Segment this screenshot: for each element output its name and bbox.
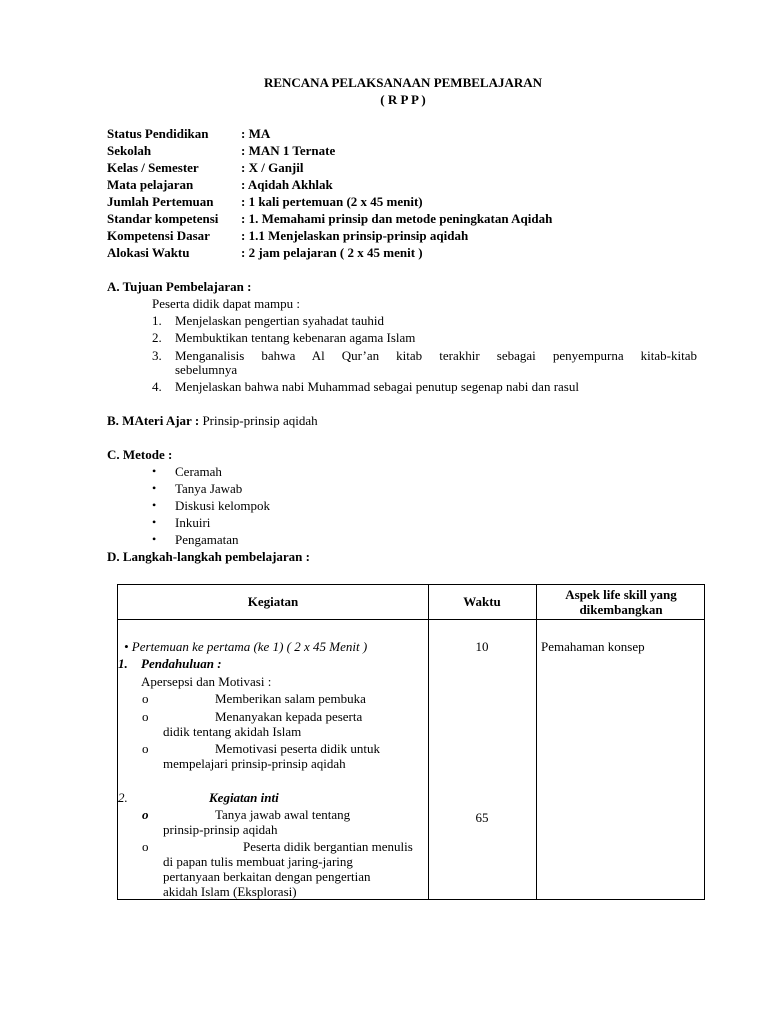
section-b [107, 412, 318, 429]
list-marker: o [142, 839, 149, 854]
list-number: 4. [152, 379, 162, 394]
info-label: Standar kompetensi [107, 211, 219, 226]
step-number: 1. [118, 656, 128, 671]
list-number: 3. [152, 348, 162, 363]
step-title: Pendahuluan : [141, 656, 222, 671]
info-label: Status Pendidikan [107, 126, 209, 141]
step-title: Kegiatan inti [209, 790, 279, 805]
section-b-heading: B. MAteri Ajar : [107, 413, 200, 428]
info-label: Alokasi Waktu [107, 245, 190, 260]
list-item: Menganalisis bahwa Al Qur’an kitab terakhir sebagai penyempurna kitab-kitab [175, 348, 697, 363]
info-value: : 1 kali pertemuan (2 x 45 menit) [241, 194, 423, 209]
info-label: Kelas / Semester [107, 160, 199, 175]
info-label: Kompetensi Dasar [107, 228, 210, 243]
activity-text: prinsip-prinsip aqidah [163, 822, 278, 837]
list-item: Menjelaskan pengertian syahadat tauhid [175, 313, 385, 328]
section-c-heading: C. Metode : [107, 447, 173, 462]
activity-text: didik tentang akidah Islam [163, 724, 302, 739]
page-subtitle: ( R P P ) [380, 92, 426, 107]
list-marker: o [142, 807, 149, 822]
activity-text: Tanya jawab awal tentang [215, 807, 351, 822]
info-row [107, 142, 667, 159]
bullet: • [152, 464, 157, 478]
section-b-text: Prinsip-prinsip aqidah [202, 413, 318, 428]
list-marker: o [142, 709, 149, 724]
activity-text: Peserta didik bergantian menulis [243, 839, 413, 854]
time-value: 65 [475, 810, 489, 825]
info-value: : X / Ganjil [241, 160, 304, 175]
header-aspek-2: dikembangkan [579, 602, 663, 617]
method-item: Tanya Jawab [175, 481, 243, 496]
header-waktu: Waktu [463, 594, 501, 609]
info-label: Sekolah [107, 143, 152, 158]
activity-text: Memotivasi peserta didik untuk [215, 741, 381, 756]
info-value: : MA [241, 126, 271, 141]
list-number: 1. [152, 313, 162, 328]
list-marker: o [142, 691, 149, 706]
info-row [107, 176, 667, 193]
activity-text: Memberikan salam pembuka [215, 691, 366, 706]
info-row [107, 193, 667, 210]
list-item: Menjelaskan bahwa nabi Muhammad sebagai penutup segenap nabi dan rasul [175, 379, 579, 394]
list-marker: o [142, 741, 149, 756]
activity-text: Menanyakan kepada peserta [215, 709, 363, 724]
activity-text: mempelajari prinsip-prinsip aqidah [163, 756, 346, 771]
bullet: • [152, 515, 157, 529]
aspect-value: Pemahaman konsep [541, 639, 645, 654]
column-divider [536, 585, 537, 899]
method-item: Ceramah [175, 464, 222, 479]
info-row [107, 210, 667, 227]
info-row [107, 159, 667, 176]
bullet: • [152, 498, 157, 512]
method-item: Inkuiri [175, 515, 211, 530]
list-number: 2. [152, 330, 162, 345]
info-value: : 1.1 Menjelaskan prinsip-prinsip aqidah [241, 228, 469, 243]
info-value: : MAN 1 Ternate [241, 143, 336, 158]
info-value: : 2 jam pelajaran ( 2 x 45 menit ) [241, 245, 423, 260]
header-divider [118, 619, 704, 620]
meeting-label: • Pertemuan ke pertama (ke 1) ( 2 x 45 Menit ) [124, 639, 368, 654]
info-row [107, 244, 667, 261]
section-a-heading: A. Tujuan Pembelajaran : [107, 279, 252, 294]
list-item: Membuktikan tentang kebenaran agama Islam [175, 330, 416, 345]
method-item: Pengamatan [175, 532, 239, 547]
activity-text: akidah Islam (Eksplorasi) [163, 884, 297, 899]
list-item-continued: sebelumnya [175, 362, 238, 377]
activity-text: di papan tulis membuat jaring-jaring [163, 854, 353, 869]
info-label: Jumlah Pertemuan [107, 194, 214, 209]
section-a-intro: Peserta didik dapat mampu : [152, 296, 301, 311]
time-value: 10 [475, 639, 489, 654]
activity-text: pertanyaan berkaitan dengan pengertian [163, 869, 371, 884]
header-kegiatan: Kegiatan [247, 594, 299, 609]
bullet: • [152, 532, 157, 546]
header-aspek: Aspek life skill yang [565, 587, 677, 602]
column-divider [428, 585, 429, 899]
bullet: • [152, 481, 157, 495]
method-item: Diskusi kelompok [175, 498, 270, 513]
info-label: Mata pelajaran [107, 177, 194, 192]
activities-table [117, 584, 705, 900]
apersepsi-label: Apersepsi dan Motivasi : [141, 674, 272, 689]
info-row [107, 125, 667, 142]
info-value: : 1. Memahami prinsip dan metode peningkatan Aqidah [241, 211, 553, 226]
section-d-heading: D. Langkah-langkah pembelajaran : [107, 549, 310, 564]
info-value: : Aqidah Akhlak [241, 177, 333, 192]
info-row [107, 227, 667, 244]
step-number: 2. [118, 790, 128, 805]
page-title: RENCANA PELAKSANAAN PEMBELAJARAN [263, 75, 543, 90]
